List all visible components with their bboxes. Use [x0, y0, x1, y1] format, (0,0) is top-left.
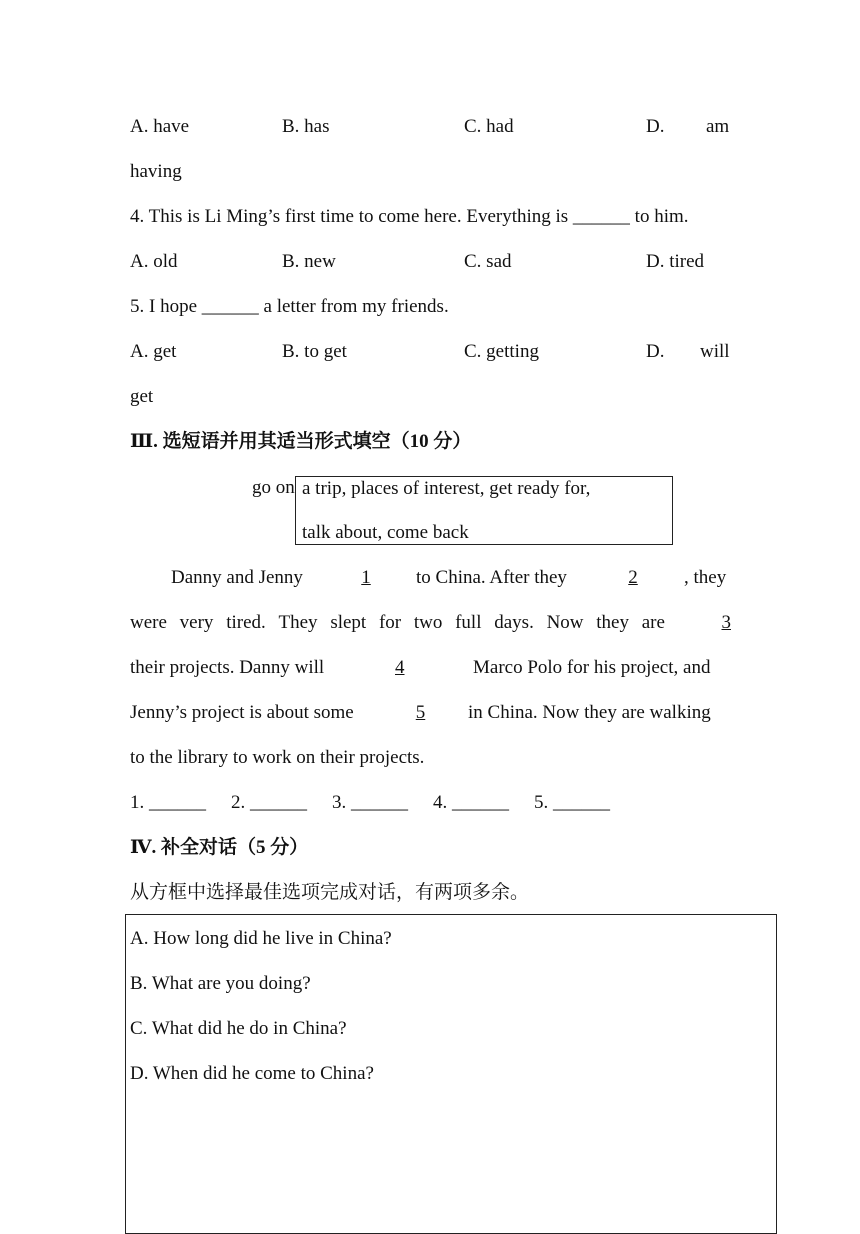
para-word: They [278, 612, 318, 633]
para-line1-c: , they [684, 567, 727, 588]
phrase-box-line1: a trip, places of interest, get ready for, [302, 478, 591, 499]
blank-1: 1 [361, 567, 371, 588]
q4-option-a: A. old [130, 251, 178, 272]
dialogue-option-a: A. How long did he live in China? [130, 928, 392, 949]
para-word: days. [494, 612, 534, 633]
answer-blank-5[interactable]: 5. ______ [534, 792, 610, 813]
dialogue-option-b: B. What are you doing? [130, 973, 311, 994]
para-line2 [130, 611, 665, 635]
para-word: for [378, 612, 402, 633]
para-word: two [413, 612, 443, 633]
blank-4: 4 [395, 657, 405, 678]
q3-option-d-wrap: having [130, 161, 182, 182]
q5-option-d-wrap: get [130, 386, 154, 407]
q3-option-d-text: am [706, 116, 730, 137]
para-word: very [179, 612, 214, 633]
q5-option-d-label: D. [646, 341, 665, 362]
q5-option-c: C. getting [464, 341, 539, 362]
dialogue-options-box [125, 914, 777, 1234]
para-line3-b: Marco Polo for his project, and [473, 657, 711, 678]
q5-option-d-text: will [700, 341, 730, 362]
phrase-box-prefix: go on [252, 477, 295, 498]
section4-instruction: 从方框中选择最佳选项完成对话，有两项多余。 [130, 882, 530, 903]
q5-stem: 5. I hope ______ a letter from my friends. [130, 296, 449, 317]
dialogue-option-c: C. What did he do in China? [130, 1018, 347, 1039]
answer-blank-4[interactable]: 4. ______ [433, 792, 509, 813]
para-word: they [596, 612, 629, 633]
para-word: full [455, 612, 482, 633]
dialogue-option-d: D. When did he come to China? [130, 1063, 374, 1084]
para-word: tired. [226, 612, 266, 633]
q5-option-a: A. get [130, 341, 177, 362]
q3-option-a: A. have [130, 116, 190, 137]
q3-option-b: B. has [282, 116, 330, 137]
q3-option-d-label: D. [646, 116, 665, 137]
q5-option-b: B. to get [282, 341, 347, 362]
phrase-box-line2: talk about, come back [302, 522, 469, 543]
q4-option-b: B. new [282, 251, 336, 272]
para-line1-b: to China. After they [416, 567, 567, 588]
para-word: slept [330, 612, 367, 633]
q4-stem: 4. This is Li Ming’s first time to come here. Everything is ______ to him. [130, 206, 689, 227]
para-line5: to the library to work on their projects. [130, 747, 425, 768]
section3-title: Ⅲ. 选短语并用其适当形式填空（10 分） [130, 431, 472, 452]
para-word: are [641, 612, 665, 633]
para-line4-b: in China. Now they are walking [468, 702, 711, 723]
answer-blank-2[interactable]: 2. ______ [231, 792, 307, 813]
para-word: were [130, 612, 167, 633]
para-word: Now [546, 612, 584, 633]
blank-3: 3 [721, 612, 731, 633]
section4-title: Ⅳ. 补全对话（5 分） [130, 837, 309, 858]
q4-option-d: D. tired [646, 251, 705, 272]
para-line4-a: Jenny’s project is about some [130, 702, 354, 723]
para-line1-a: Danny and Jenny [171, 567, 303, 588]
answer-blank-1[interactable]: 1. ______ [130, 792, 206, 813]
para-line3-a: their projects. Danny will [130, 657, 325, 678]
blank-2: 2 [628, 567, 638, 588]
blank-5: 5 [415, 702, 426, 723]
q4-option-c: C. sad [464, 251, 512, 272]
q3-option-c: C. had [464, 116, 514, 137]
phrase-box [295, 476, 673, 545]
answer-blank-3[interactable]: 3. ______ [332, 792, 408, 813]
